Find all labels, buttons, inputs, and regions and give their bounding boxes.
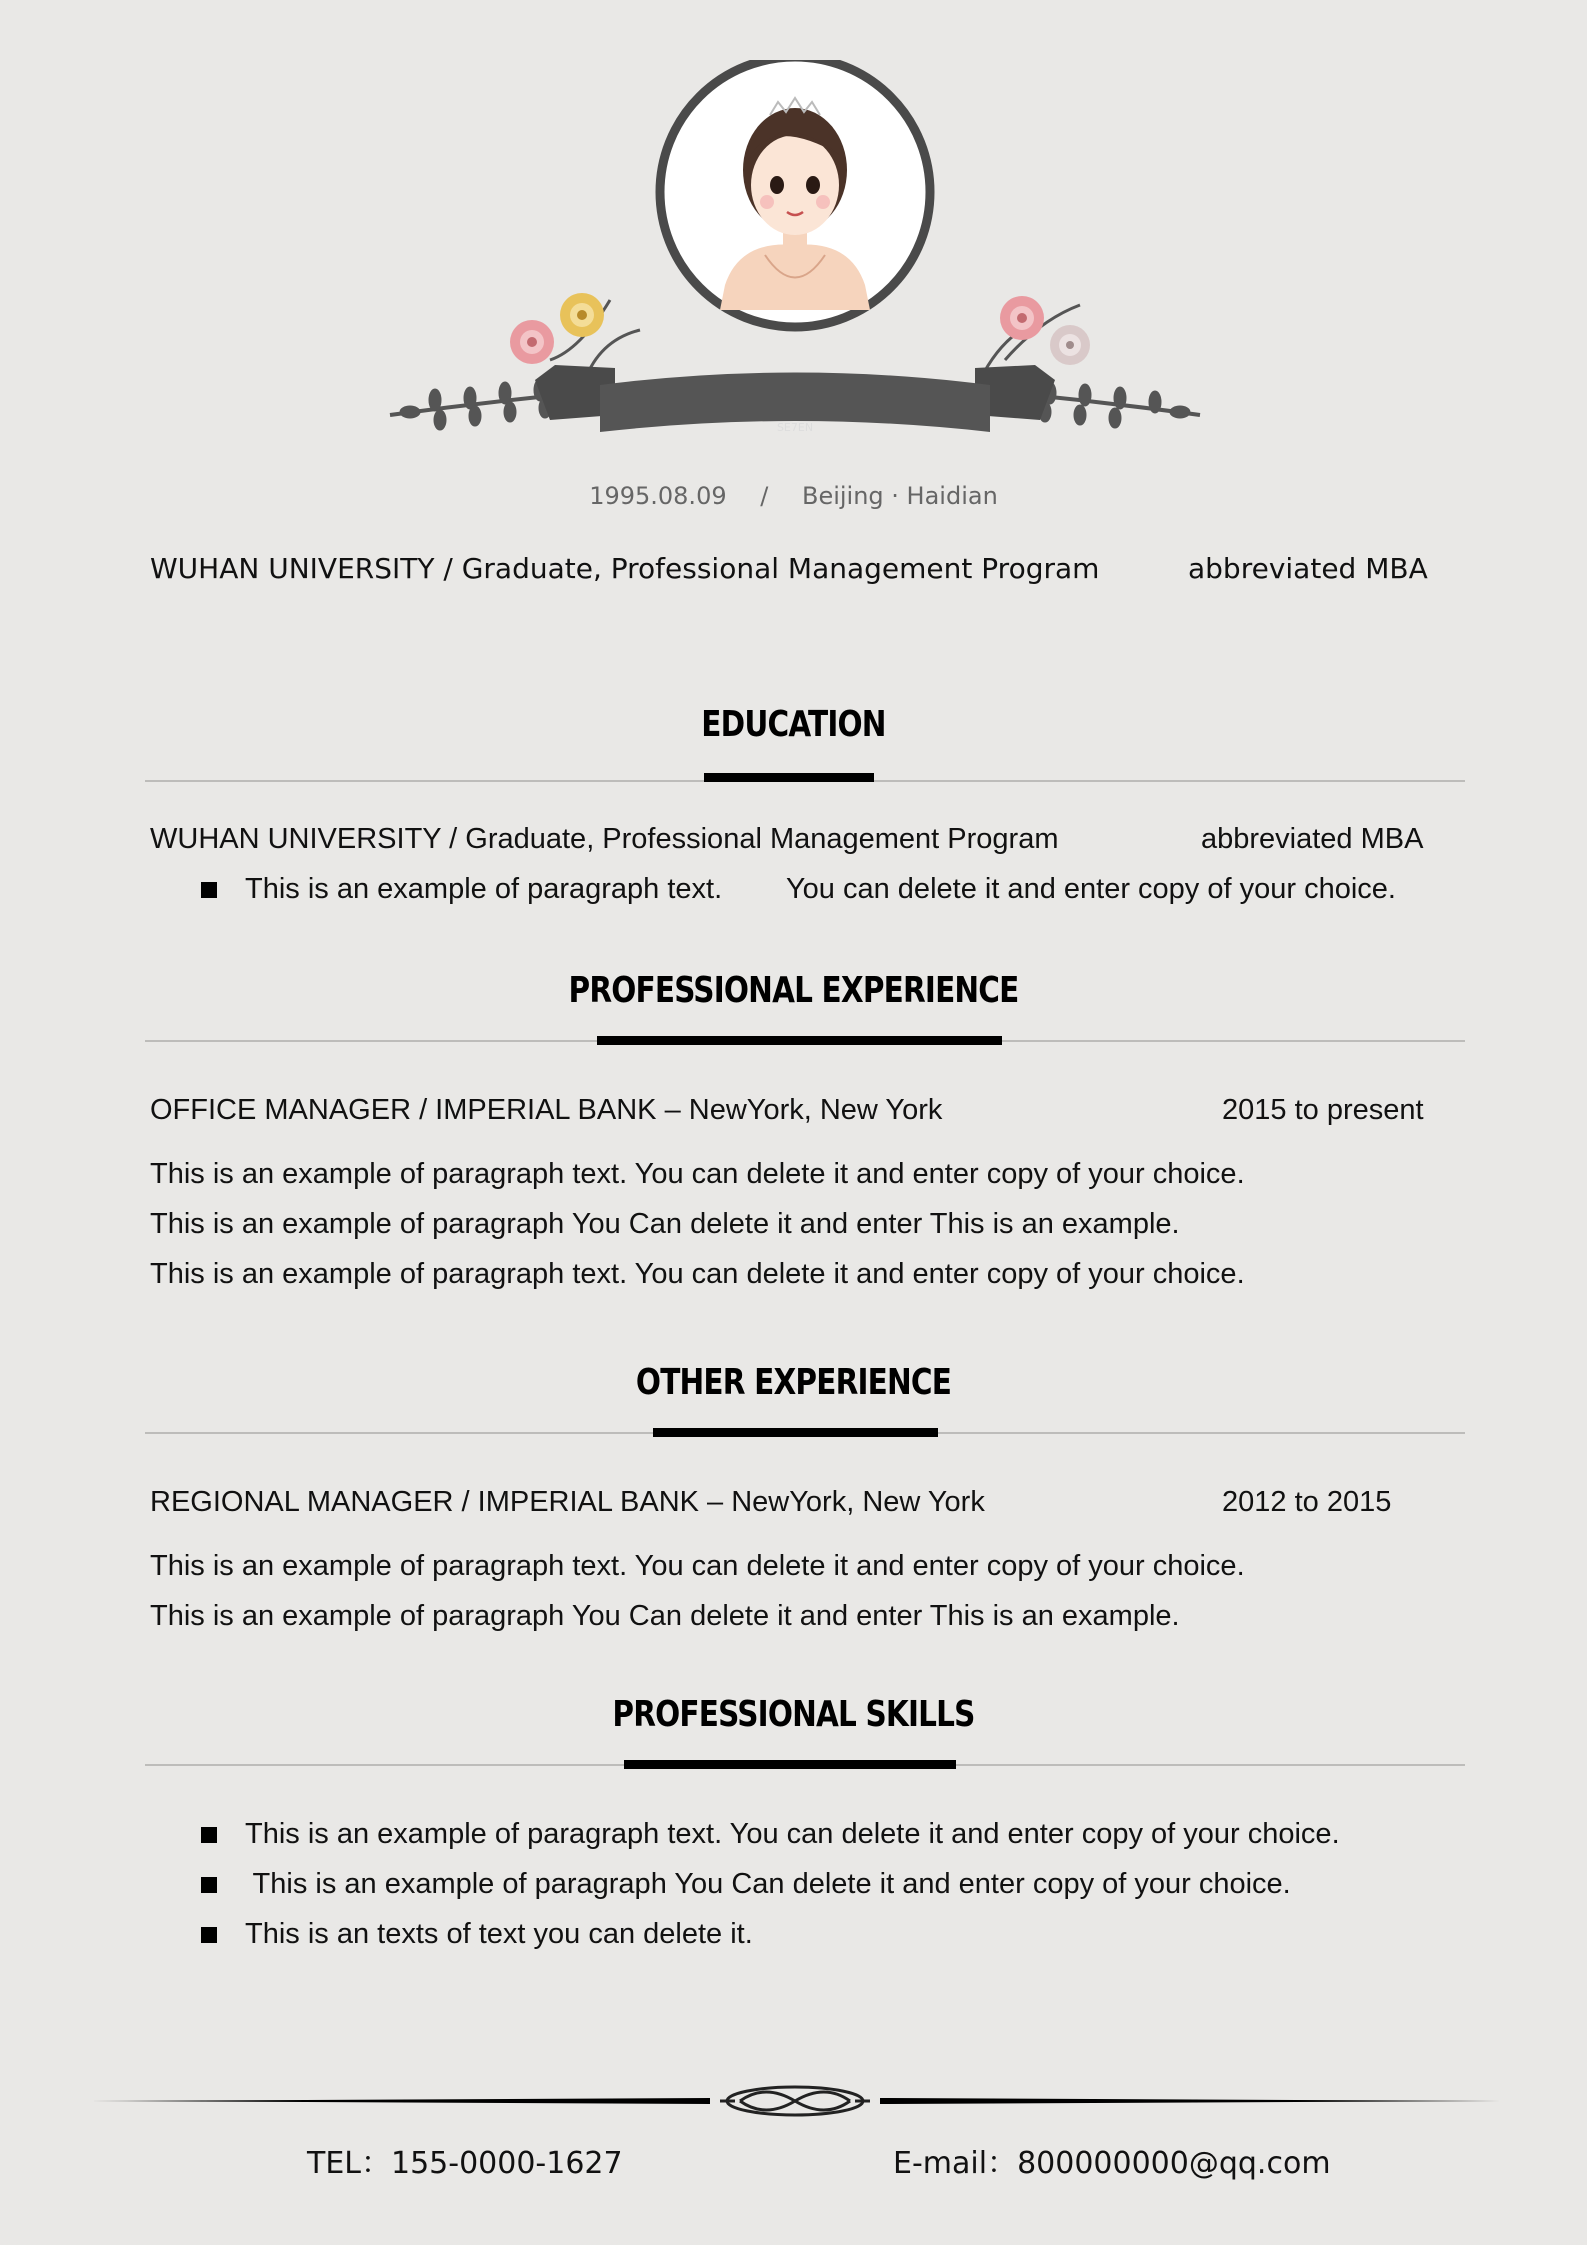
section-title-professional-experience: PROFESSIONAL EXPERIENCE xyxy=(568,970,1019,1011)
section-title-underline xyxy=(704,773,874,782)
education-degree: abbreviated MBA xyxy=(1201,823,1424,855)
section-title-underline xyxy=(597,1036,1002,1045)
email-contact xyxy=(893,2138,1331,2182)
location: Beijing · Haidian xyxy=(801,482,998,510)
section-title-professional-skills: PROFESSIONAL SKILLS xyxy=(612,1694,975,1735)
email-label: E-mail： xyxy=(893,2146,1018,2181)
meta-separator: / xyxy=(760,482,769,510)
section-title-education: EDUCATION xyxy=(701,704,886,745)
birth-date: 1995.08.09 xyxy=(589,482,727,510)
job-description-line: This is an example of paragraph text. You can delete it and enter copy of your choice. xyxy=(150,1158,1245,1190)
bullet-icon xyxy=(201,882,217,898)
ribbon-text: SE7EN xyxy=(776,421,814,434)
bullet-icon xyxy=(201,1877,217,1893)
skill-item: This is an example of paragraph text. You can delete it and enter copy of your choice. xyxy=(245,1818,1340,1850)
section-title-underline xyxy=(624,1760,956,1769)
job-description-line: This is an example of paragraph You Can delete it and enter This is an example. xyxy=(150,1600,1180,1632)
job-description-line: This is an example of paragraph You Can delete it and enter This is an example. xyxy=(150,1208,1180,1240)
phone-contact xyxy=(307,2138,623,2182)
avatar xyxy=(660,60,930,327)
skill-item: This is an texts of text you can delete it. xyxy=(245,1918,753,1950)
education-bullet-text-b: You can delete it and enter copy of your choice. xyxy=(786,873,1396,905)
skill-item: This is an example of paragraph You Can delete it and enter copy of your choice. xyxy=(245,1868,1291,1900)
job-description-line: This is an example of paragraph text. You can delete it and enter copy of your choice. xyxy=(150,1258,1245,1290)
header-degree: abbreviated MBA xyxy=(1188,552,1428,585)
job-period: 2012 to 2015 xyxy=(1222,1486,1392,1518)
phone-number: 155-0000-1627 xyxy=(391,2146,623,2181)
job-description-line: This is an example of paragraph text. You can delete it and enter copy of your choice. xyxy=(150,1550,1245,1582)
bullet-icon xyxy=(201,1827,217,1843)
section-title-underline xyxy=(653,1428,938,1437)
scroll-ornament-icon xyxy=(720,2087,870,2115)
header-education-line: WUHAN UNIVERSITY / Graduate, Professional Management Program xyxy=(150,552,1100,585)
footer-divider xyxy=(90,2078,1500,2124)
header-illustration xyxy=(380,60,1210,440)
job-period: 2015 to present xyxy=(1222,1094,1424,1126)
section-title-other-experience: OTHER EXPERIENCE xyxy=(635,1362,952,1403)
education-bullet-text-a: This is an example of paragraph text. xyxy=(245,873,723,905)
email-address[interactable]: 800000000@qq.com xyxy=(1017,2146,1331,2181)
job-entry: REGIONAL MANAGER / IMPERIAL BANK – NewYork, New York xyxy=(150,1486,985,1518)
education-entry: WUHAN UNIVERSITY / Graduate, Professional Management Program xyxy=(150,823,1059,855)
personal-info-line xyxy=(0,482,1587,510)
ribbon-banner xyxy=(535,365,1055,434)
bullet-icon xyxy=(201,1927,217,1943)
job-entry: OFFICE MANAGER / IMPERIAL BANK – NewYork, New York xyxy=(150,1094,943,1126)
phone-label: TEL： xyxy=(307,2146,391,2181)
